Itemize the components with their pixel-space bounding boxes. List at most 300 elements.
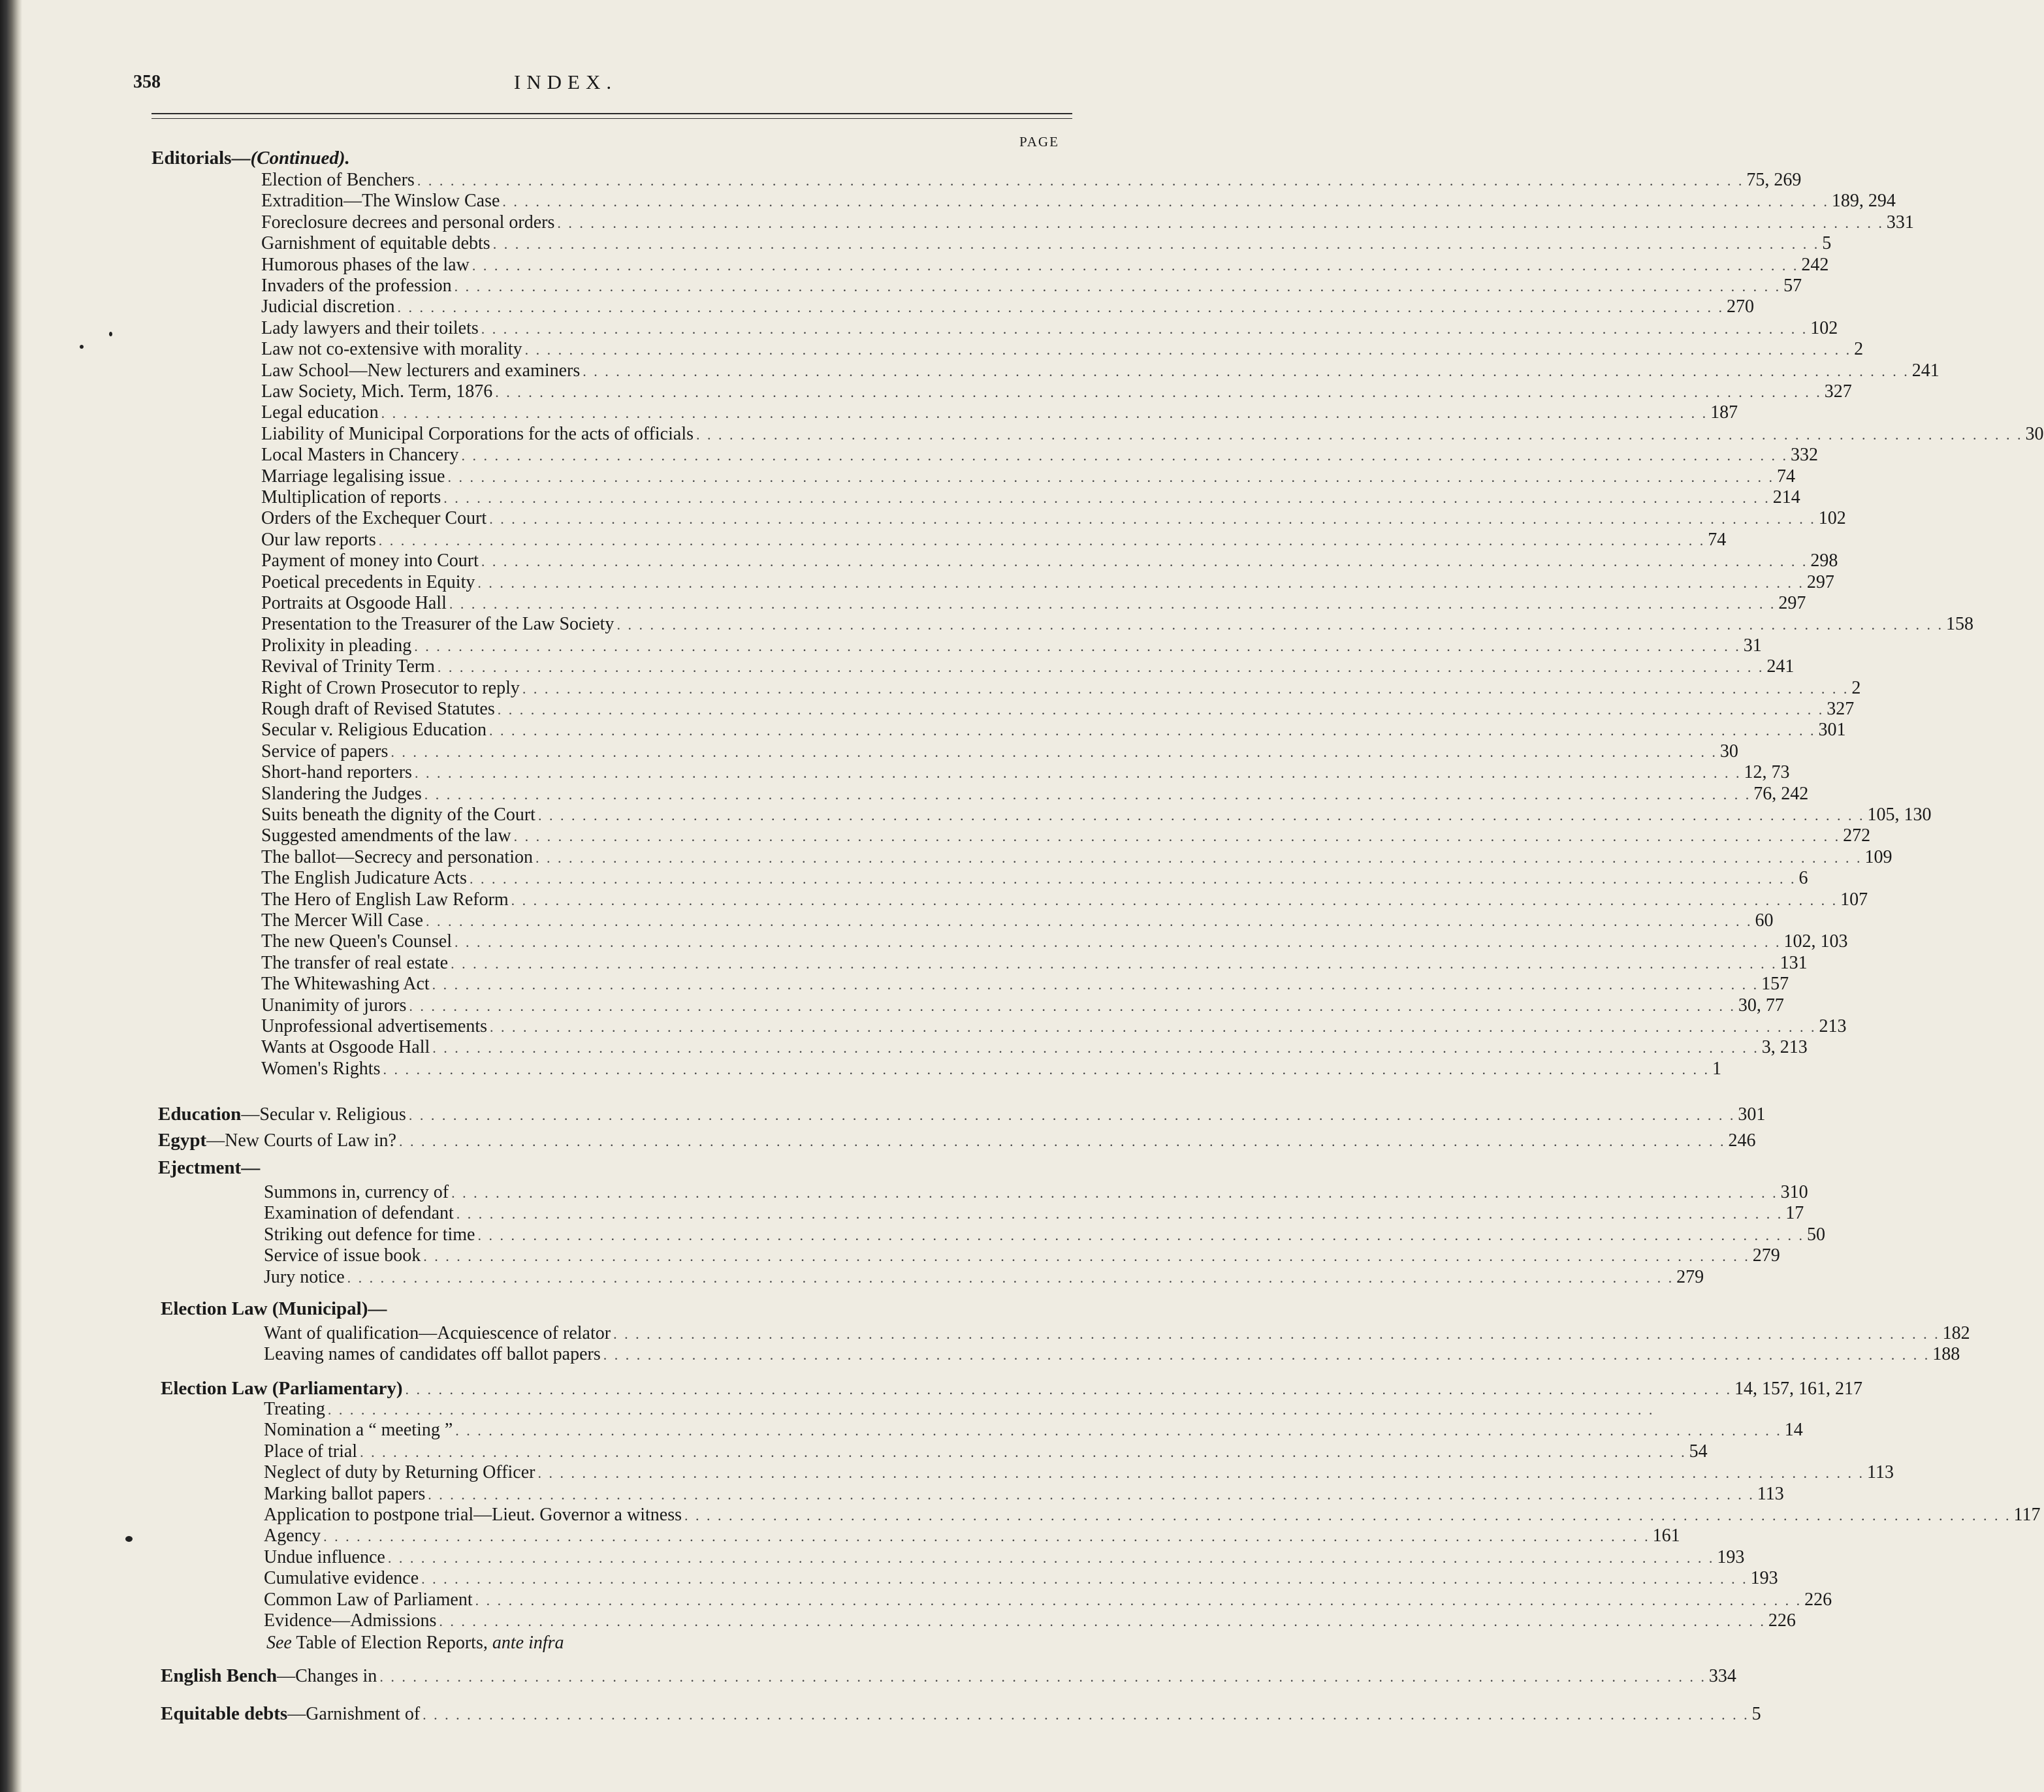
leader-dots: . . . . . . . . . . . . . . . . . . . . . . . . . . . . . . . . . . . . . . . . . . . . . . . . . . . . . . . . . . . . . . . . . . . . . . . . . . . . . . . . . . . . . . . . . . . . . . . . . . . . . . . . . . . . . . . . . . . . . . . . [502, 193, 1829, 210]
entry-title: Multiplication of reports [261, 487, 441, 507]
editorial-entry-text [261, 762, 412, 783]
election_parliamentary-sub-entry-text [264, 1505, 682, 1526]
leader-dots: . . . . . . . . . . . . . . . . . . . . . . . . . . . . . . . . . . . . . . . . . . . . . . . . . . . . . . . . . . . . . . . . . . . . . . . . . . . . . . . . . . . . . . . . . . . . . . . . . . . . . . . . . . . . . . . . . . . . . . . . [323, 1528, 1650, 1545]
editorial-entry-text [261, 720, 487, 741]
editorial-entry-text [261, 508, 487, 529]
entry-title: Presentation to the Treasurer of the Law Society [261, 614, 615, 635]
leader-dots: . . . . . . . . . . . . . . . . . . . . . . . . . . . . . . . . . . . . . . . . . . . . . . . . . . . . . . . . . . . . . . . . . . . . . . . . . . . . . . . . . . . . . . . . . . . . . . . . . . . . . . . . . . . . . . . . . . . . . . . . [421, 1571, 1748, 1588]
election_parliamentary-sub-entry [264, 1610, 1796, 1631]
editorial-entry [261, 170, 1802, 191]
entry-title: Lady lawyers and their toilets [261, 317, 479, 338]
leader-dots: . . . . . . . . . . . . . . . . . . . . . . . . . . . . . . . . . . . . . . . . . . . . . . . . . . . . . . . . . . . . . . . . . . . . . . . . . . . . . . . . . . . . . . . . . . . . . . . . . . . . . . . . . . . . . . . . . . . . . . . . [432, 976, 1759, 993]
entry-title: Invaders of the profession [261, 276, 452, 296]
editorial-entry [261, 783, 1809, 805]
editorial-entry [261, 720, 1846, 741]
leader-dots: . . . . . . . . . . . . . . . . . . . . . . . . . . . . . . . . . . . . . . . . . . . . . . . . . . . . . . . . . . . . . . . . . . . . . . . . . . . . . . . . . . . . . . . . . . . . . . . . . . . . . . . . . . . . . . . . . . . . . . . . [537, 807, 1865, 824]
editorial-entry-text [261, 212, 554, 233]
editorial-entry-text [261, 1037, 430, 1058]
editorial-entry-text [261, 995, 406, 1016]
editorial-entry-text [261, 656, 435, 677]
editorial-entry-text [261, 910, 423, 931]
entry-title: Judicial discretion [261, 296, 395, 317]
leader-dots: . . . . . . . . . . . . . . . . . . . . . . . . . . . . . . . . . . . . . . . . . . . . . . . . . . . . . . . . . . . . . . . . . . . . . . . . . . . . . . . . . . . . . . . . . . . . . . . . . . . . . . . . . . . . . . . . . . . . . . . . [513, 828, 1841, 845]
page-reference: 193 [1750, 1568, 1778, 1589]
leader-dots: . . . . . . . . . . . . . . . . . . . . . . . . . . . . . . . . . . . . . . . . . . . . . . . . . . . . . . . . . . . . . . . . . . . . . . . . . . . . . . . . . . . . . . . . . . . . . . . . . . . . . . . . . . . . . . . . . . . . . . . . [455, 1422, 1782, 1439]
editorial-entry [261, 805, 1932, 825]
leader-dots: . . . . . . . . . . . . . . . . . . . . . . . . . . . . . . . . . . . . . . . . . . . . . . . . . . . . . . . . . . . . . . . . . . . . . . . . . . . . . . . . . . . . . . . . . . . . . . . . . . . . . . . . . . . . . . . . . . . . . . . . [469, 871, 1796, 888]
election-municipal-heading: Election Law (Municipal)— [161, 1298, 387, 1319]
editorial-entry-text [261, 847, 533, 868]
entry-title: Portraits at Osgoode Hall [261, 593, 447, 613]
editorial-entry [261, 233, 1832, 254]
editorial-entry-text [261, 191, 500, 212]
leader-dots: . . . . . . . . . . . . . . . . . . . . . . . . . . . . . . . . . . . . . . . . . . . . . . . . . . . . . . . . . . . . . . . . . . . . . . . . . . . . . . . . . . . . . . . . . . . . . . . . . . . . . . . . . . . . . . . . . . . . . . . . [378, 532, 1706, 549]
editorial-entry [261, 699, 1855, 720]
editorial-entry [261, 529, 1727, 551]
ejectment-sub-entry-text [264, 1182, 449, 1203]
election_parliamentary-sub-entry [264, 1420, 1803, 1441]
editorial-entry [261, 423, 2044, 445]
page-reference: 161 [1652, 1526, 1680, 1546]
page-reference: 6 [1798, 868, 1808, 889]
editorial-entry-text [261, 805, 535, 825]
entry-title: Unanimity of jurors [261, 995, 407, 1016]
entry-title: The ballot—Secrecy and personation [261, 846, 533, 867]
editorial-entry-text [261, 445, 458, 466]
editorial-entry [261, 741, 1738, 762]
editorial-entry-text [261, 339, 522, 360]
page-reference: 334 [1708, 1666, 1736, 1686]
editorial-entry [261, 825, 1871, 846]
leader-dots: . . . . . . . . . . . . . . . . . . . . . . . . . . . . . . . . . . . . . . . . . . . . . . . . . . . . . . . . . . . . . . . . . . . . . . . . . . . . . . . . . . . . . . . . . . . . . . . . . . . . . . . . . . . . . . . . . . . . . . . . [616, 616, 1943, 633]
editorial-entry-text [261, 868, 467, 889]
editorial-entry-text [261, 296, 395, 317]
editorial-entry-text [261, 635, 411, 656]
election_parliamentary-sub-entry-text [264, 1462, 535, 1483]
entry-title: Want of qualification—Acquiescence of relator [264, 1323, 611, 1343]
editorial-entry-text [261, 255, 470, 276]
entry-title: Orders of the Exchequer Court [261, 508, 487, 529]
editorial-entry-text [261, 318, 479, 339]
editorials-heading [152, 148, 350, 169]
leader-dots: . . . . . . . . . . . . . . . . . . . . . . . . . . . . . . . . . . . . . . . . . . . . . . . . . . . . . . . . . . . . . . . . . . . . . . . . . . . . . . . . . . . . . . . . . . . . . . . . . . . . . . . . . . . . . . . . . . . . . . . . [398, 1133, 1726, 1149]
entry-title: Marking ballot papers [264, 1483, 426, 1504]
page-reference: 74 [1708, 529, 1727, 550]
editorial-entry [261, 931, 1848, 952]
leader-dots: . . . . . . . . . . . . . . . . . . . . . . . . . . . . . . . . . . . . . . . . . . . . . . . . . . . . . . . . . . . . . . . . . . . . . . . . . . . . . . . . . . . . . . . . . . . . . . . . . . . . . . . . . . . . . . . . . . . . . . . . [443, 490, 1770, 506]
editorial-entry [261, 339, 1864, 360]
editorial-entry [261, 487, 1800, 508]
leader-dots: . . . . . . . . . . . . . . . . . . . . . . . . . . . . . . . . . . . . . . . . . . . . . . . . . . . . . . . . . . . . . . . . . . . . . . . . . . . . . . . . . . . . . . . . . . . . . . . . . . . . . . . . . . . . . . . . . . . . . . . . [417, 172, 1744, 189]
page-reference: 270 [1727, 296, 1755, 317]
leader-dots: . . . . . . . . . . . . . . . . . . . . . . . . . . . . . . . . . . . . . . . . . . . . . . . . . . . . . . . . . . . . . . . . . . . . . . . . . . . . . . . . . . . . . . . . . . . . . . . . . . . . . . . . . . . . . . . . . . . . . . . . [489, 511, 1816, 528]
editorial-entry [261, 508, 1846, 529]
leader-dots: . . . . . . . . . . . . . . . . . . . . . . . . . . . . . . . . . . . . . . . . . . . . . . . . . . . . . . . . . . . . . . . . . . . . . . . . . . . . . . . . . . . . . . . . . . . . . . . . . . . . . . . . . . . . . . . . . . . . . . . . [383, 1061, 1710, 1078]
page-reference: 17 [1785, 1203, 1804, 1224]
page-reference: 332 [1790, 445, 1818, 466]
leader-dots: . . . . . . . . . . . . . . . . . . . . . . . . . . . . . . . . . . . . . . . . . . . . . . . . . . . . . . . . . . . . . . . . . . . . . . . . . . . . . . . . . . . . . . . . . . . . . . . . . . . . . . . . . . . . . . . . . . . . . . . . [696, 426, 2023, 443]
leader-dots: . . . . . . . . . . . . . . . . . . . . . . . . . . . . . . . . . . . . . . . . . . . . . . . . . . . . . . . . . . . . . . . . . . . . . . . . . . . . . . . . . . . . . . . . . . . . . . . . . . . . . . . . . . . . . . . . . . . . . . . . [492, 236, 1820, 253]
ejectment-sub-entry [264, 1266, 1704, 1288]
entry-title: The transfer of real estate [261, 952, 449, 973]
leader-dots: . . . . . . . . . . . . . . . . . . . . . . . . . . . . . . . . . . . . . . . . . . . . . . . . . . . . . . . . . . . . . . . . . . . . . . . . . . . . . . . . . . . . . . . . . . . . . . . . . . . . . . . . . . . . . . . . . . . . . . . . [381, 405, 1708, 422]
editorial-entry-text [261, 402, 379, 423]
see-text: Table of Election Reports, [291, 1633, 492, 1653]
header-rule-thin [152, 118, 1072, 119]
page-title: INDEX. [513, 71, 618, 93]
leader-dots: . . . . . . . . . . . . . . . . . . . . . . . . . . . . . . . . . . . . . . . . . . . . . . . . . . . . . . . . . . . . . . . . . . . . . . . . . . . . . . . . . . . . . . . . . . . . . . . . . . . . . . . . . . . . . . . . . . . . . . . . [477, 1226, 1804, 1243]
leader-dots: . . . . . . . . . . . . . . . . . . . . . . . . . . . . . . . . . . . . . . . . . . . . . . . . . . . . . . . . . . . . . . . . . . . . . . . . . . . . . . . . . . . . . . . . . . . . . . . . . . . . . . . . . . . . . . . . . . . . . . . . [391, 743, 1717, 760]
election_parliamentary-sub-entry-text [264, 1568, 419, 1589]
entry-title: The new Queen's Counsel [261, 931, 452, 952]
election_parliamentary-sub-entry-text [264, 1547, 385, 1568]
page-reference: 102 [1818, 508, 1846, 529]
entry-title: Extradition—The Winslow Case [261, 191, 500, 212]
entry-title: Cumulative evidence [264, 1568, 419, 1589]
editorial-entry [261, 910, 1774, 931]
page-reference: 14, 157, 161, 217 [1734, 1379, 1862, 1399]
entry-title: Payment of money into Court [261, 551, 479, 571]
leader-dots: . . . . . . . . . . . . . . . . . . . . . . . . . . . . . . . . . . . . . . . . . . . . . . . . . . . . . . . . . . . . . . . . . . . . . . . . . . . . . . . . . . . . . . . . . . . . . . . . . . . . . . . . . . . . . . . . . . . . . . . . [414, 765, 1742, 782]
editorial-entry-text [261, 276, 452, 296]
page-reference: 5 [1822, 233, 1832, 254]
continued-label: (Continued). [250, 148, 350, 168]
election_parliamentary-sub-entry [264, 1568, 1778, 1589]
editorial-entry-text [261, 741, 388, 762]
page-reference: 30 [1719, 741, 1738, 761]
page-reference: 241 [1766, 656, 1795, 677]
ejectment-sub-entry [264, 1224, 1825, 1245]
entry-title: Evidence—Admissions [264, 1610, 437, 1631]
section-subtitle: —New Courts of Law in? [206, 1130, 396, 1151]
editorial-entry-text [261, 424, 694, 445]
entry-title: Local Masters in Chancery [261, 445, 459, 466]
editorial-entry-text [261, 825, 511, 846]
leader-dots: . . . . . . . . . . . . . . . . . . . . . . . . . . . . . . . . . . . . . . . . . . . . . . . . . . . . . . . . . . . . . . . . . . . . . . . . . . . . . . . . . . . . . . . . . . . . . . . . . . . . . . . . . . . . . . . . . . . . . . . . [471, 257, 1799, 274]
editorial-entry-text [261, 530, 376, 551]
page-reference: 331 [1886, 212, 1914, 232]
page-reference: 158 [1945, 614, 1973, 635]
page-reference: 297 [1778, 593, 1806, 613]
editorial-entry [261, 212, 1914, 233]
editorial-entry [261, 656, 1795, 677]
entry-title: Service of papers [261, 741, 389, 761]
leader-dots: . . . . . . . . . . . . . . . . . . . . . . . . . . . . . . . . . . . . . . . . . . . . . . . . . . . . . . . . . . . . . . . . . . . . . . . . . . . . . . . . . . . . . . . . . . . . . . . . . . . . . . . . . . . . . . . . . . . . . . . . [557, 214, 1884, 231]
leader-dots: . . . . . . . . . . . . . . . . . . . . . . . . . . . . . . . . . . . . . . . . . . . . . . . . . . . . . . . . . . . . . . . . . . . . . . . . . . . . . . . . . . . . . . . . . . . . . . . . . . . . . . . . . . . . . . . . . . . . . . . . [428, 1486, 1755, 1503]
page-reference: 327 [1824, 381, 1852, 402]
page-reference: 75, 269 [1746, 170, 1802, 190]
editorial-entry [261, 296, 1755, 317]
editorial-entry [261, 762, 1790, 783]
editorial-entry [261, 868, 1808, 889]
page-reference: 241 [1911, 360, 1940, 381]
election_parliamentary-sub-entry-text [264, 1484, 425, 1505]
editorial-entry [261, 360, 1940, 381]
entry-title: Wants at Osgoode Hall [261, 1037, 430, 1058]
entry-title: Prolixity in pleading [261, 635, 412, 656]
editorial-entry [261, 276, 1802, 296]
election-parliamentary-heading [161, 1378, 1862, 1399]
leader-dots: . . . . . . . . . . . . . . . . . . . . . . . . . . . . . . . . . . . . . . . . . . . . . . . . . . . . . . . . . . . . . . . . . . . . . . . . . . . . . . . . . . . . . . . . . . . . . . . . . . . . . . . . . . . . . . . . . . . . . . . . [522, 680, 1849, 697]
election-parliamentary-heading-text [161, 1378, 402, 1400]
ink-blot [125, 1536, 133, 1542]
entry-title: Humorous phases of the law [261, 254, 470, 275]
election_parliamentary-sub-entry-text [264, 1420, 453, 1441]
election_parliamentary-sub-entry [264, 1505, 2041, 1526]
entry-title: Jury notice [264, 1266, 345, 1287]
editorial-entry [261, 635, 1762, 656]
leader-dots: . . . . . . . . . . . . . . . . . . . . . . . . . . . . . . . . . . . . . . . . . . . . . . . . . . . . . . . . . . . . . . . . . . . . . . . . . . . . . . . . . . . . . . . . . . . . . . . . . . . . . . . . . . . . . . . . . . . . . . . . [684, 1507, 2011, 1524]
leader-dots: . . . . . . . . . . . . . . . . . . . . . . . . . . . . . . . . . . . . . . . . . . . . . . . . . . . . . . . . . . . . . . . . . . . . . . . . . . . . . . . . . . . . . . . . . . . . . . . . . . . . . . . . . . . . . . . . . . . . . . . . [451, 1185, 1778, 1201]
leader-dots: . . . . . . . . . . . . . . . . . . . . . . . . . . . . . . . . . . . . . . . . . . . . . . . . . . . . . . . . . . . . . . . . . . . . . . . . . . . . . . . . . . . . . . . . . . . . . . . . . . . . . . . . . . . . . . . . . . . . . . . . [449, 596, 1776, 612]
page-reference: 74 [1776, 466, 1795, 487]
page-reference: 14 [1784, 1420, 1803, 1441]
education-entry-text [158, 1104, 406, 1125]
editorial-entry [261, 974, 1789, 995]
leader-dots: . . . . . . . . . . . . . . . . . . . . . . . . . . . . . . . . . . . . . . . . . . . . . . . . . . . . . . . . . . . . . . . . . . . . . . . . . . . . . . . . . . . . . . . . . . . . . . . . . . . . . . . . . . . . . . . . . . . . . . . . [497, 701, 1825, 718]
page-reference: 226 [1804, 1589, 1832, 1610]
page-column-label: PAGE [1019, 134, 1059, 150]
entry-title: Law School—New lecturers and examiners [261, 360, 581, 381]
page-reference: 226 [1768, 1610, 1796, 1631]
entry-title: Treating [264, 1399, 325, 1419]
page-reference: 310 [1780, 1182, 1808, 1202]
page-reference: 5 [1751, 1704, 1761, 1724]
entry-title: Law not co-extensive with morality [261, 339, 522, 360]
entry-title: Examination of defendant [264, 1203, 454, 1224]
entry-title: Poetical precedents in Equity [261, 571, 475, 592]
leader-dots: . . . . . . . . . . . . . . . . . . . . . . . . . . . . . . . . . . . . . . . . . . . . . . . . . . . . . . . . . . . . . . . . . . . . . . . . . . . . . . . . . . . . . . . . . . . . . . . . . . . . . . . . . . . . . . . . . . . . . . . . [454, 278, 1781, 295]
leader-dots: . . . . . . . . . . . . . . . . . . . . . . . . . . . . . . . . . . . . . . . . . . . . . . . . . . . . . . . . . . . . . . . . . . . . . . . . . . . . . . . . . . . . . . . . . . . . . . . . . . . . . . . . . . . . . . . . . . . . . . . . [475, 1592, 1802, 1608]
editorial-entry [261, 551, 1838, 571]
entry-title: Women's Rights [261, 1058, 381, 1079]
editorial-entry-text [261, 974, 430, 995]
leader-dots: . . . . . . . . . . . . . . . . . . . . . . . . . . . . . . . . . . . . . . . . . . . . . . . . . . . . . . . . . . . . . . . . . . . . . . . . . . . . . . . . . . . . . . . . . . . . . . . . . . . . . . . . . . . . . . . . . . . . . . . . [387, 1549, 1715, 1566]
editorial-entry-text [261, 466, 445, 487]
entry-title: Slandering the Judges [261, 783, 422, 804]
egypt-entry [158, 1130, 1756, 1151]
equitable_debts-entry-text [161, 1703, 420, 1725]
editorial-entry [261, 593, 1806, 614]
election_parliamentary-sub-entry-text [264, 1526, 321, 1546]
page-reference: 2 [1854, 339, 1864, 360]
editorial-entry-text [261, 1016, 487, 1037]
page-reference: 246 [1728, 1130, 1756, 1151]
editorial-entry-text [261, 381, 492, 402]
election_municipal-sub-entry [264, 1323, 1970, 1344]
editorial-entry-text [261, 889, 509, 910]
page-reference: 12, 73 [1744, 762, 1790, 783]
election_parliamentary-sub-entry [264, 1546, 1745, 1568]
page-reference: 297 [1806, 571, 1834, 592]
page-reference: 3, 213 [1761, 1037, 1808, 1058]
entry-title: Leaving names of candidates off ballot papers [264, 1344, 601, 1365]
leader-dots: . . . . . . . . . . . . . . . . . . . . . . . . . . . . . . . . . . . . . . . . . . . . . . . . . . . . . . . . . . . . . . . . . . . . . . . . . . . . . . . . . . . . . . . . . . . . . . . . . . . . . . . . . . . . . . . . . . . . . . . . [397, 299, 1725, 316]
page-reference: 30, 77 [1738, 995, 1784, 1016]
ejectment-heading: Ejectment— [158, 1157, 261, 1178]
entry-title: Foreclosure decrees and personal orders [261, 212, 555, 232]
entry-title: Suits beneath the dignity of the Court [261, 805, 535, 825]
page-reference: 57 [1783, 276, 1802, 296]
election_parliamentary-sub-entry [264, 1589, 1832, 1610]
leader-dots: . . . . . . . . . . . . . . . . . . . . . . . . . . . . . . . . . . . . . . . . . . . . . . . . . . . . . . . . . . . . . . . . . . . . . . . . . . . . . . . . . . . . . . . . . . . . . . . . . . . . . . . . . . . . . . . . . . . . . . . . [613, 1326, 1940, 1342]
leader-dots: . . . . . . . . . . . . . . . . . . . . . . . . . . . . . . . . . . . . . . . . . . . . . . . . . . . . . . . . . . . . . . . . . . . . . . . . . . . . . . . . . . . . . . . . . . . . . . . . . . . . . . . . . . . . . . . . . . . . . . . . [454, 934, 1781, 951]
editorial-entry-text [261, 487, 441, 508]
page-reference: 105, 130 [1867, 805, 1932, 825]
page-reference: 60 [1755, 910, 1774, 931]
page-reference: 214 [1772, 487, 1800, 507]
page-reference: 301 [1738, 1104, 1766, 1125]
entry-title: Law Society, Mich. Term, 1876 [261, 381, 493, 402]
editorial-entry [261, 317, 1838, 339]
entry-title: Revival of Trinity Term [261, 656, 435, 677]
leader-dots: . . . . . . . . . . . . . . . . . . . . . . . . . . . . . . . . . . . . . . . . . . . . . . . . . . . . . . . . . . . . . . . . . . . . . . . . . . . . . . . . . . . . . . . . . . . . . . . . . . . . . . . . . . . . . . . . . . . . . . . . [603, 1347, 1930, 1364]
editorial-entry-text [261, 784, 422, 805]
page-reference: 117 [2013, 1505, 2041, 1525]
editorial-entry-text [261, 360, 580, 381]
editorial-entry-text [261, 614, 614, 635]
editorial-entry-text [261, 572, 475, 593]
page-reference: 2 [1851, 677, 1861, 698]
equitable_debts-entry [161, 1703, 1761, 1724]
entry-title: Neglect of duty by Returning Officer [264, 1462, 535, 1483]
page-reference: 109 [1864, 846, 1892, 867]
editorial-entry [261, 677, 1861, 699]
leader-dots: . . . . . . . . . . . . . . . . . . . . . . . . . . . . . . . . . . . . . . . . . . . . . . . . . . . . . . . . . . . . . . . . . . . . . . . . . . . . . . . . . . . . . . . . . . . . . . . . . . . . . . . . . . . . . . . . . . . . . . . . [537, 1465, 1864, 1482]
election_parliamentary-sub-entry-text [264, 1610, 436, 1631]
ejectment-sub-entry [264, 1245, 1780, 1266]
election_parliamentary-sub-entry-text [264, 1399, 325, 1420]
election_parliamentary-sub-entry-text [264, 1590, 473, 1610]
leader-dots: . . . . . . . . . . . . . . . . . . . . . . . . . . . . . . . . . . . . . . . . . . . . . . . . . . . . . . . . . . . . . . . . . . . . . . . . . . . . . . . . . . . . . . . . . . . . . . . . . . . . . . . . . . . . . . . . . . . . . . . . [409, 997, 1736, 1014]
page-reference: 327 [1827, 699, 1855, 719]
stray-mark [80, 345, 84, 349]
editorial-entry [261, 381, 1852, 402]
leader-dots: . . . . . . . . . . . . . . . . . . . . . . . . . . . . . . . . . . . . . . . . . . . . . . . . . . . . . . . . . . . . . . . . . . . . . . . . . . . . . . . . . . . . . . . . . . . . . . . . . . . . . . . . . . . . . . . . . . . . . . . . [489, 722, 1816, 739]
see-prefix: See [266, 1633, 292, 1653]
english_bench-entry-text [161, 1665, 377, 1687]
page-reference: 76, 242 [1753, 783, 1809, 804]
editorial-entry [261, 846, 1892, 868]
page-reference: 31 [1743, 635, 1762, 656]
page-reference: 107 [1840, 889, 1868, 910]
page-reference: 213 [1819, 1016, 1847, 1036]
page-reference: 102 [1810, 317, 1838, 338]
leader-dots: . . . . . . . . . . . . . . . . . . . . . . . . . . . . . . . . . . . . . . . . . . . . . . . . . . . . . . . . . . . . . . . . . . . . . . . . . . . . . . . . . . . . . . . . . . . . . . . . . . . . . . . . . . . . . . . . . . . . . . . . [535, 849, 1862, 866]
editorial-entry [261, 952, 1808, 974]
see-reference [266, 1633, 564, 1654]
leader-dots: . . . . . . . . . . . . . . . . . . . . . . . . . . . . . . . . . . . . . . . . . . . . . . . . . . . . . . . . . . . . . . . . . . . . . . . . . . . . . . . . . . . . . . . . . . . . . . . . . . . . . . . . . . . . . . . . . . . . . . . . [347, 1269, 1674, 1286]
entry-title: Secular v. Religious Education [261, 720, 487, 741]
editorial-entry [261, 889, 1868, 910]
page-reference: 54 [1689, 1441, 1708, 1462]
ejectment-sub-entry-text [264, 1245, 421, 1266]
section-heading: Egypt [158, 1130, 207, 1151]
page-reference: 188 [1932, 1344, 1960, 1365]
editorial-entry-text [261, 233, 490, 254]
page-reference: 113 [1757, 1483, 1784, 1504]
section-heading: Equitable debts [161, 1703, 288, 1724]
editorial-entry [261, 191, 1896, 212]
election_parliamentary-sub-entry [264, 1399, 1655, 1420]
editorial-entry-text [261, 551, 479, 571]
entry-title: Short-hand reporters [261, 762, 412, 783]
entry-title: Nomination a “ meeting ” [264, 1420, 453, 1441]
editorial-entry [261, 614, 1973, 635]
editorial-entry [261, 995, 1784, 1016]
leader-dots: . . . . . . . . . . . . . . . . . . . . . . . . . . . . . . . . . . . . . . . . . . . . . . . . . . . . . . . . . . . . . . . . . . . . . . . . . . . . . . . . . . . . . . . . . . . . . . . . . . . . . . . . . . . . . . . . . . . . . . . . [423, 1706, 1749, 1723]
editorial-entry-text [261, 170, 415, 191]
entry-title: Service of issue book [264, 1245, 421, 1266]
editorial-entry [261, 254, 1829, 276]
leader-dots: . . . . . . . . . . . . . . . . . . . . . . . . . . . . . . . . . . . . . . . . . . . . . . . . . . . . . . . . . . . . . . . . . . . . . . . . . . . . . . . . . . . . . . . . . . . . . . . . . . . . . . . . . . . . . . . . . . . . . . . . [524, 342, 1852, 359]
editorial-entry-text [261, 593, 447, 614]
entry-title: Marriage legalising issue [261, 466, 445, 487]
leader-dots: . . . . . . . . . . . . . . . . . . . . . . . . . . . . . . . . . . . . . . . . . . . . . . . . . . . . . . . . . . . . . . . . . . . . . . . . . . . . . . . . . . . . . . . . . . . . . . . . . . . . . . . . . . . . . . . . . . . . . . . . [327, 1401, 1655, 1418]
entry-title: The Whitewashing Act [261, 974, 430, 995]
editorial-entry [261, 402, 1738, 423]
entry-title: Legal education [261, 402, 379, 423]
leader-dots: . . . . . . . . . . . . . . . . . . . . . . . . . . . . . . . . . . . . . . . . . . . . . . . . . . . . . . . . . . . . . . . . . . . . . . . . . . . . . . . . . . . . . . . . . . . . . . . . . . . . . . . . . . . . . . . . . . . . . . . . [447, 468, 1774, 485]
entry-title: Our law reports [261, 529, 376, 550]
leader-dots: . . . . . . . . . . . . . . . . . . . . . . . . . . . . . . . . . . . . . . . . . . . . . . . . . . . . . . . . . . . . . . . . . . . . . . . . . . . . . . . . . . . . . . . . . . . . . . . . . . . . . . . . . . . . . . . . . . . . . . . . [495, 384, 1822, 400]
entry-title: Undue influence [264, 1546, 385, 1567]
english_bench-entry [161, 1665, 1736, 1686]
entry-title: Right of Crown Prosecutor to reply [261, 677, 520, 698]
leader-dots: . . . . . . . . . . . . . . . . . . . . . . . . . . . . . . . . . . . . . . . . . . . . . . . . . . . . . . . . . . . . . . . . . . . . . . . . . . . . . . . . . . . . . . . . . . . . . . . . . . . . . . . . . . . . . . . . . . . . . . . . [481, 320, 1808, 337]
entry-title: The English Judicature Acts [261, 868, 467, 889]
editorial-entry-text [261, 953, 448, 974]
page-reference: 30 [2025, 423, 2044, 444]
election_parliamentary-sub-entry [264, 1462, 1894, 1483]
leader-dots: . . . . . . . . . . . . . . . . . . . . . . . . . . . . . . . . . . . . . . . . . . . . . . . . . . . . . . . . . . . . . . . . . . . . . . . . . . . . . . . . . . . . . . . . . . . . . . . . . . . . . . . . . . . . . . . . . . . . . . . . [583, 362, 1909, 379]
editorial-entry-text [261, 699, 495, 720]
leader-dots: . . . . . . . . . . . . . . . . . . . . . . . . . . . . . . . . . . . . . . . . . . . . . . . . . . . . . . . . . . . . . . . . . . . . . . . . . . . . . . . . . . . . . . . . . . . . . . . . . . . . . . . . . . . . . . . . . . . . . . . . [451, 955, 1778, 972]
election_parliamentary-sub-entry [264, 1483, 1784, 1505]
editorial-entry [261, 445, 1818, 466]
entry-title: The Mercer Will Case [261, 910, 423, 931]
entry-title: Unprofessional advertisements [261, 1016, 488, 1036]
see-suffix: ante infra [492, 1633, 564, 1653]
editorial-entry [261, 571, 1834, 593]
entry-title: Striking out defence for time [264, 1224, 475, 1245]
editorial-entry-text [261, 678, 520, 699]
leader-dots: . . . . . . . . . . . . . . . . . . . . . . . . . . . . . . . . . . . . . . . . . . . . . . . . . . . . . . . . . . . . . . . . . . . . . . . . . . . . . . . . . . . . . . . . . . . . . . . . . . . . . . . . . . . . . . . . . . . . . . . . [490, 1019, 1817, 1035]
election_municipal-sub-entry-text [264, 1344, 601, 1365]
ejectment-sub-entry [264, 1203, 1804, 1224]
leader-dots: . . . . . . . . . . . . . . . . . . . . . . . . . . . . . . . . . . . . . . . . . . . . . . . . . . . . . . . . . . . . . . . . . . . . . . . . . . . . . . . . . . . . . . . . . . . . . . . . . . . . . . . . . . . . . . . . . . . . . . . . [461, 447, 1788, 464]
editorial-entry [261, 1058, 1721, 1080]
section-subtitle: —Changes in [277, 1666, 377, 1686]
entry-title: Election of Benchers [261, 170, 415, 190]
page-reference: 272 [1843, 825, 1871, 846]
election_parliamentary-sub-entry-text [264, 1441, 357, 1462]
page-reference: 279 [1676, 1266, 1704, 1287]
page-reference: 242 [1801, 254, 1829, 275]
entry-title: Agency [264, 1526, 321, 1546]
editorial-entry [261, 466, 1795, 487]
page-reference: 182 [1942, 1323, 1970, 1343]
section-heading: Election Law (Parliamentary) [161, 1378, 403, 1399]
leader-dots: . . . . . . . . . . . . . . . . . . . . . . . . . . . . . . . . . . . . . . . . . . . . . . . . . . . . . . . . . . . . . . . . . . . . . . . . . . . . . . . . . . . . . . . . . . . . . . . . . . . . . . . . . . . . . . . . . . . . . . . . [405, 1381, 1732, 1398]
leader-dots: . . . . . . . . . . . . . . . . . . . . . . . . . . . . . . . . . . . . . . . . . . . . . . . . . . . . . . . . . . . . . . . . . . . . . . . . . . . . . . . . . . . . . . . . . . . . . . . . . . . . . . . . . . . . . . . . . . . . . . . . [511, 891, 1838, 908]
entry-title: Liability of Municipal Corporations for the acts of officials [261, 423, 694, 444]
leader-dots: . . . . . . . . . . . . . . . . . . . . . . . . . . . . . . . . . . . . . . . . . . . . . . . . . . . . . . . . . . . . . . . . . . . . . . . . . . . . . . . . . . . . . . . . . . . . . . . . . . . . . . . . . . . . . . . . . . . . . . . . [437, 659, 1765, 676]
education-entry [158, 1104, 1766, 1125]
editorial-entry [261, 1037, 1808, 1058]
leader-dots: . . . . . . . . . . . . . . . . . . . . . . . . . . . . . . . . . . . . . . . . . . . . . . . . . . . . . . . . . . . . . . . . . . . . . . . . . . . . . . . . . . . . . . . . . . . . . . . . . . . . . . . . . . . . . . . . . . . . . . . . [414, 637, 1741, 654]
ejectment-sub-entry-text [264, 1224, 475, 1245]
